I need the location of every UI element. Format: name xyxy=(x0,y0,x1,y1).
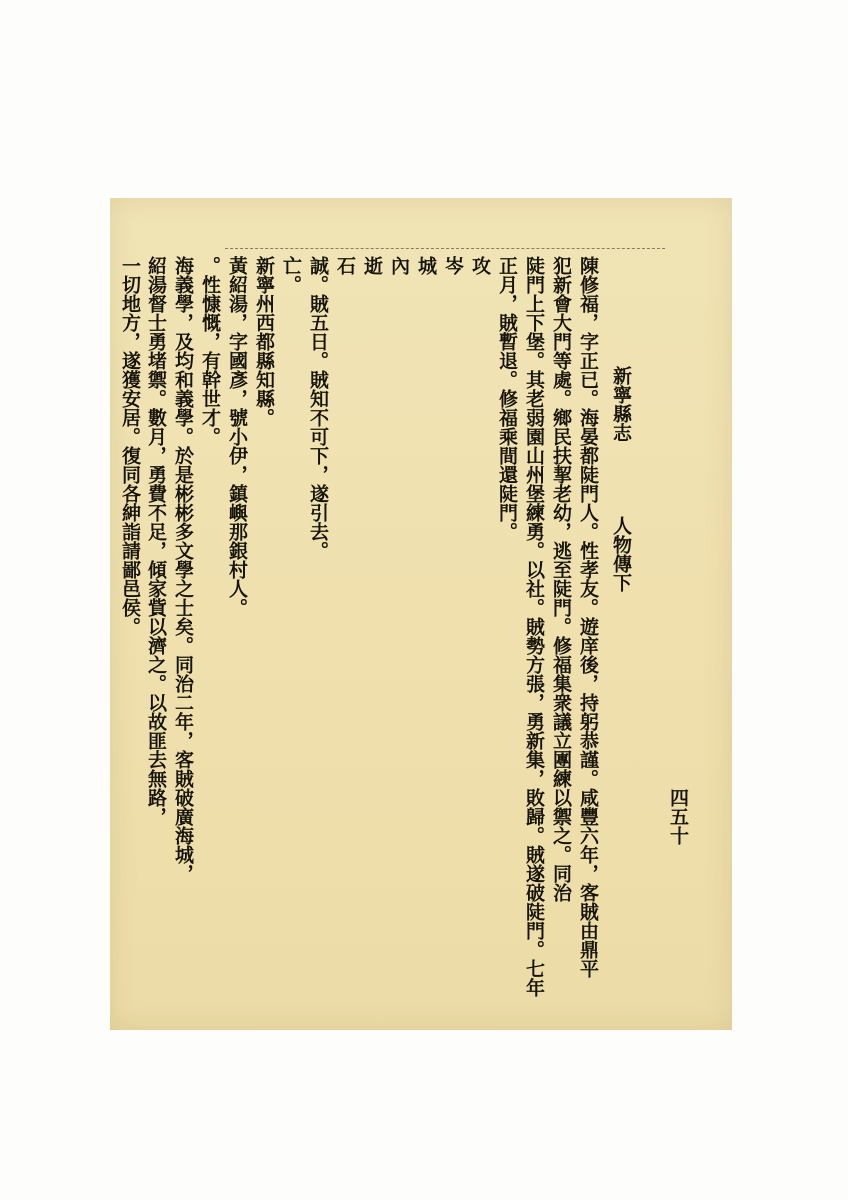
vertical-text-body xyxy=(110,198,732,1030)
text-column-4: 正月，賊暫退。修福乘間還陡門。 xyxy=(496,256,518,541)
text-column-7: 城 xyxy=(415,256,437,275)
text-column-10: 石 xyxy=(334,256,356,275)
text-column-1: 陳修福，字正已。海晏都陡門人。性孝友。遊庠後，持躬恭謹。咸豐六年，客賊由鼎平 xyxy=(577,256,599,978)
text-column-15: 。性慷慨，有幹世才。 xyxy=(199,256,221,446)
section-title: 人物傳下 xyxy=(610,516,632,592)
text-column-16: 海義學，及均和義學。於是彬彬多文學之士矣。同治二年，客賊破廣海城， xyxy=(172,256,194,883)
text-column-18: 一切地方，遂獲安居。復同各紳詣請鄙邑侯。 xyxy=(119,256,141,636)
text-column-12: 亡。 xyxy=(280,256,302,294)
text-column-11: 誠。賊五日。賊知不可下，遂引去。 xyxy=(307,256,329,560)
text-column-14: 黃紹湯，字國彥，號小伊，鎮嶼那銀村人。 xyxy=(226,256,248,617)
text-column-13: 新寧州西都縣知縣。 xyxy=(253,256,275,427)
text-column-6: 岑 xyxy=(442,256,464,275)
book-title: 新寧縣志 xyxy=(610,366,632,442)
page-number: 四五十 xyxy=(667,788,689,845)
text-column-3: 陡門上下堡。其老弱園山州堡練勇。以社。賊勢方張，勇新集，敗歸。賊遂破陡門。七年 xyxy=(523,256,545,997)
text-column-8: 內 xyxy=(388,256,410,275)
scanned-page xyxy=(110,198,732,1030)
text-column-17: 紹湯督士勇堵禦。數月，勇費不足，傾家貲以濟之。以故匪去無路， xyxy=(145,256,167,826)
text-column-9: 逝 xyxy=(361,256,383,275)
text-column-2: 犯新會大門等處。鄉民扶挈老幼，逃至陡門。修福集衆議立團練以禦之。同治 xyxy=(550,256,572,902)
text-column-5: 攻 xyxy=(469,256,491,275)
